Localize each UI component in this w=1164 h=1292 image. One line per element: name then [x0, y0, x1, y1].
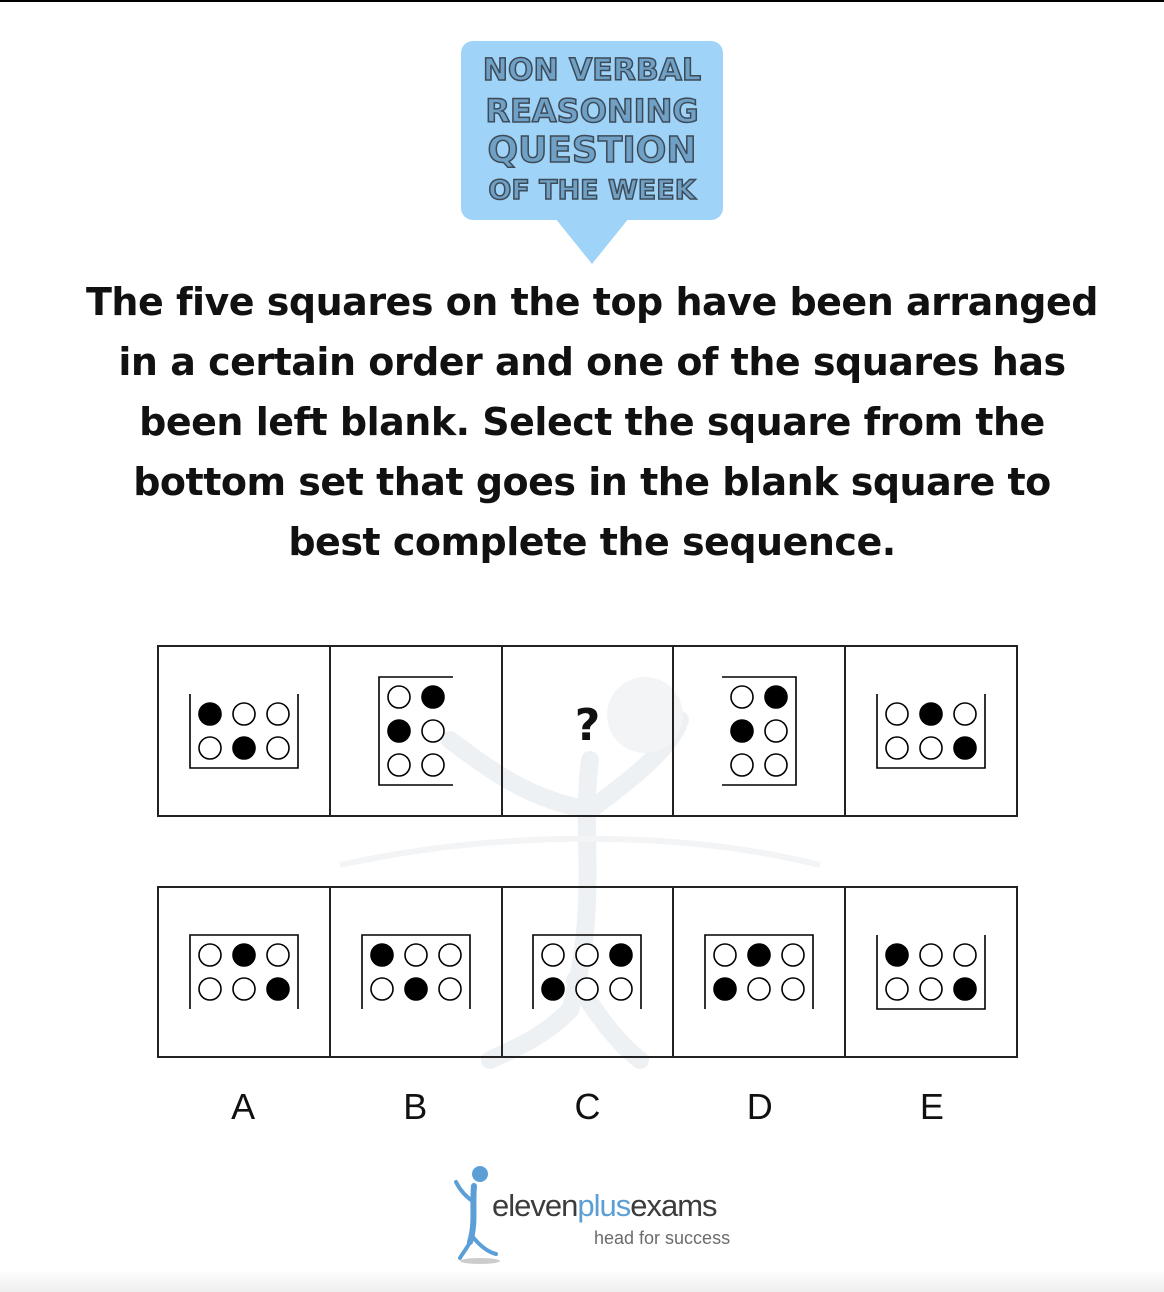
logo-wordmark: [492, 1188, 717, 1224]
empty-dot: [199, 978, 221, 1000]
question-mark: ?: [574, 699, 601, 751]
top-border: [0, 0, 1164, 2]
empty-dot: [267, 737, 289, 759]
empty-dot: [765, 754, 787, 776]
badge-line: REASONING: [485, 91, 699, 130]
filled-dot: [422, 686, 444, 708]
empty-dot: [886, 737, 908, 759]
filled-dot: [731, 720, 753, 742]
badge-line: OF THE WEEK: [488, 174, 696, 206]
instruction-line: bottom set that goes in the blank square to: [133, 460, 1051, 504]
option-e[interactable]: [846, 888, 1016, 1056]
empty-dot: [576, 944, 598, 966]
option-b[interactable]: [331, 888, 503, 1056]
instruction-line: in a certain order and one of the squares has: [118, 340, 1066, 384]
empty-dot: [731, 754, 753, 776]
empty-dot: [886, 703, 908, 725]
empty-dot: [782, 944, 804, 966]
empty-dot: [920, 737, 942, 759]
filled-dot: [388, 720, 410, 742]
empty-dot: [199, 737, 221, 759]
sequence-blank-square[interactable]: [503, 647, 675, 815]
empty-dot: [422, 720, 444, 742]
empty-dot: [714, 944, 736, 966]
elevenplusexams-logo[interactable]: [452, 1162, 762, 1267]
empty-dot: [267, 703, 289, 725]
empty-dot: [748, 978, 770, 1000]
empty-dot: [199, 944, 221, 966]
empty-dot: [954, 703, 976, 725]
option-label-e[interactable]: E: [919, 1086, 944, 1127]
sequence-square-5: [846, 647, 1016, 815]
empty-dot: [439, 978, 461, 1000]
filled-dot: [542, 978, 564, 1000]
empty-dot: [610, 978, 632, 1000]
filled-dot: [920, 703, 942, 725]
sequence-square-2: [331, 647, 503, 815]
option-d[interactable]: [674, 888, 846, 1056]
filled-dot: [610, 944, 632, 966]
instruction-line: The five squares on the top have been arranged: [86, 280, 1098, 324]
empty-dot: [371, 978, 393, 1000]
empty-dot: [233, 703, 255, 725]
empty-dot: [267, 944, 289, 966]
question-of-the-week-badge: [461, 41, 723, 220]
empty-dot: [765, 720, 787, 742]
empty-dot: [388, 686, 410, 708]
empty-dot: [576, 978, 598, 1000]
empty-dot: [422, 754, 444, 776]
filled-dot: [748, 944, 770, 966]
sequence-square-1: [159, 647, 331, 815]
option-label-b[interactable]: B: [403, 1086, 428, 1127]
empty-dot: [886, 978, 908, 1000]
badge-speech-tail: [555, 218, 629, 264]
option-c[interactable]: [503, 888, 675, 1056]
option-label-d[interactable]: D: [746, 1086, 773, 1127]
empty-dot: [782, 978, 804, 1000]
filled-dot: [233, 737, 255, 759]
empty-dot: [954, 944, 976, 966]
sequence-row: [157, 645, 1018, 817]
filled-dot: [199, 703, 221, 725]
logo-word-exams: exams: [630, 1188, 717, 1223]
logo-word-plus: plus: [577, 1188, 631, 1223]
empty-dot: [920, 944, 942, 966]
filled-dot: [954, 978, 976, 1000]
option-a[interactable]: [159, 888, 331, 1056]
empty-dot: [731, 686, 753, 708]
instruction-line: been left blank. Select the square from the: [139, 400, 1045, 444]
logo-tagline: head for success: [594, 1228, 731, 1248]
badge-line: QUESTION: [487, 129, 697, 171]
option-label-a[interactable]: A: [231, 1086, 256, 1127]
badge-line: NON VERBAL: [482, 52, 702, 88]
filled-dot: [405, 978, 427, 1000]
filled-dot: [233, 944, 255, 966]
empty-dot: [439, 944, 461, 966]
filled-dot: [267, 978, 289, 1000]
filled-dot: [714, 978, 736, 1000]
filled-dot: [371, 944, 393, 966]
bottom-fade: [0, 1270, 1164, 1292]
empty-dot: [388, 754, 410, 776]
empty-dot: [233, 978, 255, 1000]
sequence-square-4: [674, 647, 846, 815]
filled-dot: [886, 944, 908, 966]
empty-dot: [542, 944, 564, 966]
question-instructions: [40, 272, 1144, 572]
logo-word-eleven: eleven: [492, 1188, 578, 1223]
empty-dot: [920, 978, 942, 1000]
empty-dot: [405, 944, 427, 966]
instruction-line: best complete the sequence.: [288, 520, 896, 564]
option-labels: [157, 1086, 1018, 1128]
option-label-c[interactable]: C: [574, 1086, 601, 1127]
filled-dot: [765, 686, 787, 708]
answer-options-row: [157, 886, 1018, 1058]
filled-dot: [954, 737, 976, 759]
